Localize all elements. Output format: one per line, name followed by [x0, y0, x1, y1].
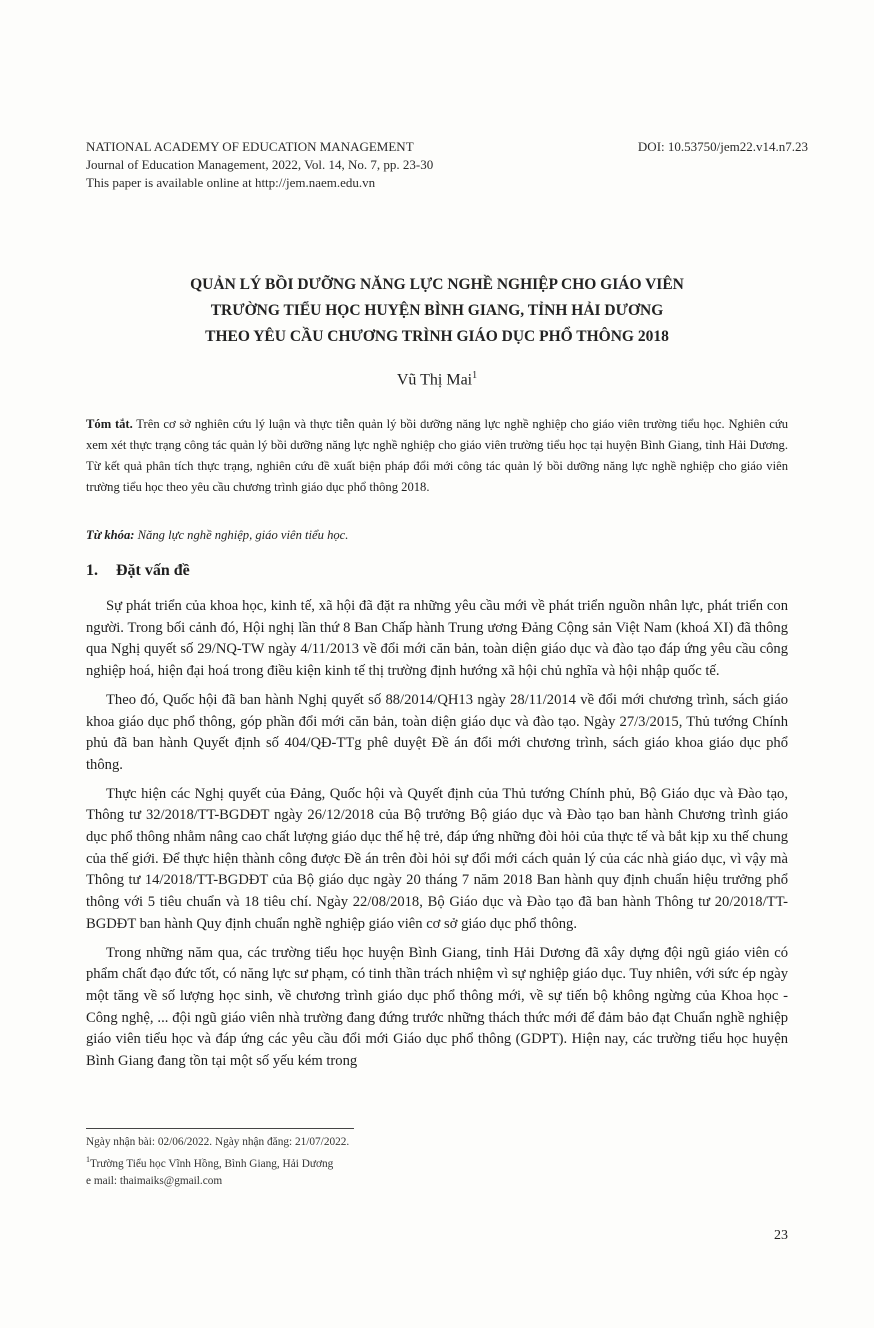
paragraph: Trong những năm qua, các trường tiểu học huyện Bình Giang, tỉnh Hải Dương đã xây dựng đội ngũ giáo viên có phẩm chất đạo đức tốt, có năng lực sư phạm, có tinh thần trách nhiệm vì sự nghiệp giáo dục. Tuy nhiên, với sức ép ngày một tăng về số lượng học sinh, về chương trình giáo dục phổ thông mới, về sự tiến bộ không ngừng của Khoa học - Công nghệ, ... đội ngũ giáo viên nhà trường đang đứng trước những thách thức mới để đảm bảo đạt Chuẩn nghề nghiệp giáo viên tiểu học và đáp ứng các yêu cầu đổi mới Giáo dục phổ thông (GDPT). Hiện nay, các trường tiểu học huyện Bình Giang đang tồn tại một số yếu kém trong	[86, 944, 788, 1070]
title-line-1: QUẢN LÝ BỒI DƯỠNG NĂNG LỰC NGHỀ NGHIỆP CHO GIÁO VIÊN	[190, 276, 684, 293]
author	[86, 370, 788, 389]
author-name: Vũ Thị Mai	[396, 371, 473, 389]
keywords-text: Năng lực nghề nghiệp, giáo viên tiểu học.	[134, 528, 349, 542]
abstract-label: Tóm tắt.	[86, 417, 133, 431]
paragraph: Thực hiện các Nghị quyết của Đảng, Quốc hội và Quyết định của Thủ tướng Chính phủ, Bộ Giáo dục và Đào tạo, Thông tư 32/2018/TT-BGDĐT ngày 26/12/2018 của Bộ trưởng Bộ giáo dục và Đào tạo ban hành Chương trình giáo dục phổ thông nhằm nâng cao chất lượng giáo dục thế hệ trẻ, đáp ứng những đòi hỏi của thực tế và bắt kịp xu thế chung của thế giới. Để thực hiện thành công được Đề án trên đòi hỏi sự đổi mới cách quản lý của các nhà giáo dục, vì vậy mà Thông tư 14/2018/TT-BGDĐT của Bộ giáo dục ngày 20 tháng 7 năm 2018 Ban hành quy định chuẩn hiệu trưởng phổ thông với 5 tiêu chuẩn và 18 tiêu chí. Ngày 22/08/2018, Bộ Giáo dục và Đào tạo đã ban hành Thông tư 20/2018/TT-BGDĐT ban hành Quy định chuẩn nghề nghiệp giáo viên cơ sở giáo dục phổ thông.	[86, 785, 788, 932]
keywords	[86, 528, 788, 543]
journal-header	[86, 138, 433, 192]
section-heading	[86, 562, 190, 580]
footnote-divider	[86, 1128, 354, 1129]
title-line-2: TRƯỜNG TIỂU HỌC HUYỆN BÌNH GIANG, TỈNH HẢI DƯƠNG	[210, 302, 664, 319]
author-affil-mark: 1	[472, 370, 478, 381]
footnote-affiliation	[86, 1151, 349, 1173]
title-line-3: THEO YÊU CẦU CHƯƠNG TRÌNH GIÁO DỤC PHỔ THÔNG 2018	[205, 328, 669, 345]
online-availability: This paper is available online at http://jem.naem.edu.vn	[86, 175, 376, 190]
journal-citation: Journal of Education Management, 2022, Vol. 14, No. 7, pp. 23-30	[86, 157, 434, 172]
paragraph: Sự phát triển của khoa học, kinh tế, xã hội đã đặt ra những yêu cầu mới về phát triển nguồn nhân lực, phát triển con người. Trong bối cảnh đó, Hội nghị lần thứ 8 Ban Chấp hành Trung ương Đảng Cộng sản Việt Nam (khoá XI) đã thông qua Nghị quyết số 29/NQ-TW ngày 4/11/2013 về đổi mới căn bản, toàn diện giáo dục và đào tạo đáp ứng yêu cầu công nghiệp hoá, hiện đại hoá trong điều kiện kinh tế thị trường định hướng xã hội chủ nghĩa và hội nhập quốc tế.	[86, 598, 788, 680]
institution-name: NATIONAL ACADEMY OF EDUCATION MANAGEMENT	[86, 139, 414, 154]
section-title: Đặt vấn đề	[116, 562, 190, 579]
body-text	[86, 596, 788, 1080]
page-number: 23	[774, 1228, 788, 1243]
abstract-text: Trên cơ sở nghiên cứu lý luận và thực tiễn quản lý bồi dưỡng năng lực nghề nghiệp cho giáo viên trường tiểu học. Nghiên cứu xem xét thực trạng công tác quản lý bồi dưỡng năng lực nghề nghiệp cho giáo viên trường tiểu học tại huyện Bình Giang, tỉnh Hải Dương. Từ kết quả phân tích thực trạng, nghiên cứu đề xuất biện pháp đổi mới công tác quản lý bồi dưỡng năng lực nghề nghiệp cho giáo viên trường tiểu học theo yêu cầu chương trình giáo dục phổ thông 2018.	[86, 417, 788, 494]
footnote-affil-mark: 1	[86, 1155, 90, 1164]
keywords-label: Từ khóa:	[86, 528, 135, 542]
abstract	[86, 414, 788, 498]
footnote-email: e mail: thaimaiks@gmail.com	[86, 1174, 223, 1187]
paper-title	[86, 272, 788, 350]
doi: DOI: 10.53750/jem22.v14.n7.23	[637, 139, 808, 154]
affiliation-text: Trường Tiểu học Vĩnh Hồng, Bình Giang, Hải Dương	[90, 1157, 334, 1170]
paragraph: Theo đó, Quốc hội đã ban hành Nghị quyết số 88/2014/QH13 ngày 28/11/2014 về đổi mới chương trình, sách giáo khoa giáo dục phổ thông, góp phần đổi mới căn bản, toàn diện giáo dục và đào tạo. Ngày 27/3/2015, Thủ tướng Chính phủ đã ban hành Quyết định số 404/QĐ-TTg phê duyệt Đề án đổi mới chương trình, sách giáo khoa giáo dục phổ thông.	[86, 691, 788, 773]
footnotes	[86, 1134, 349, 1190]
footnote-dates: Ngày nhận bài: 02/06/2022. Ngày nhận đăng: 21/07/2022.	[86, 1136, 350, 1148]
section-number: 1.	[86, 562, 98, 579]
